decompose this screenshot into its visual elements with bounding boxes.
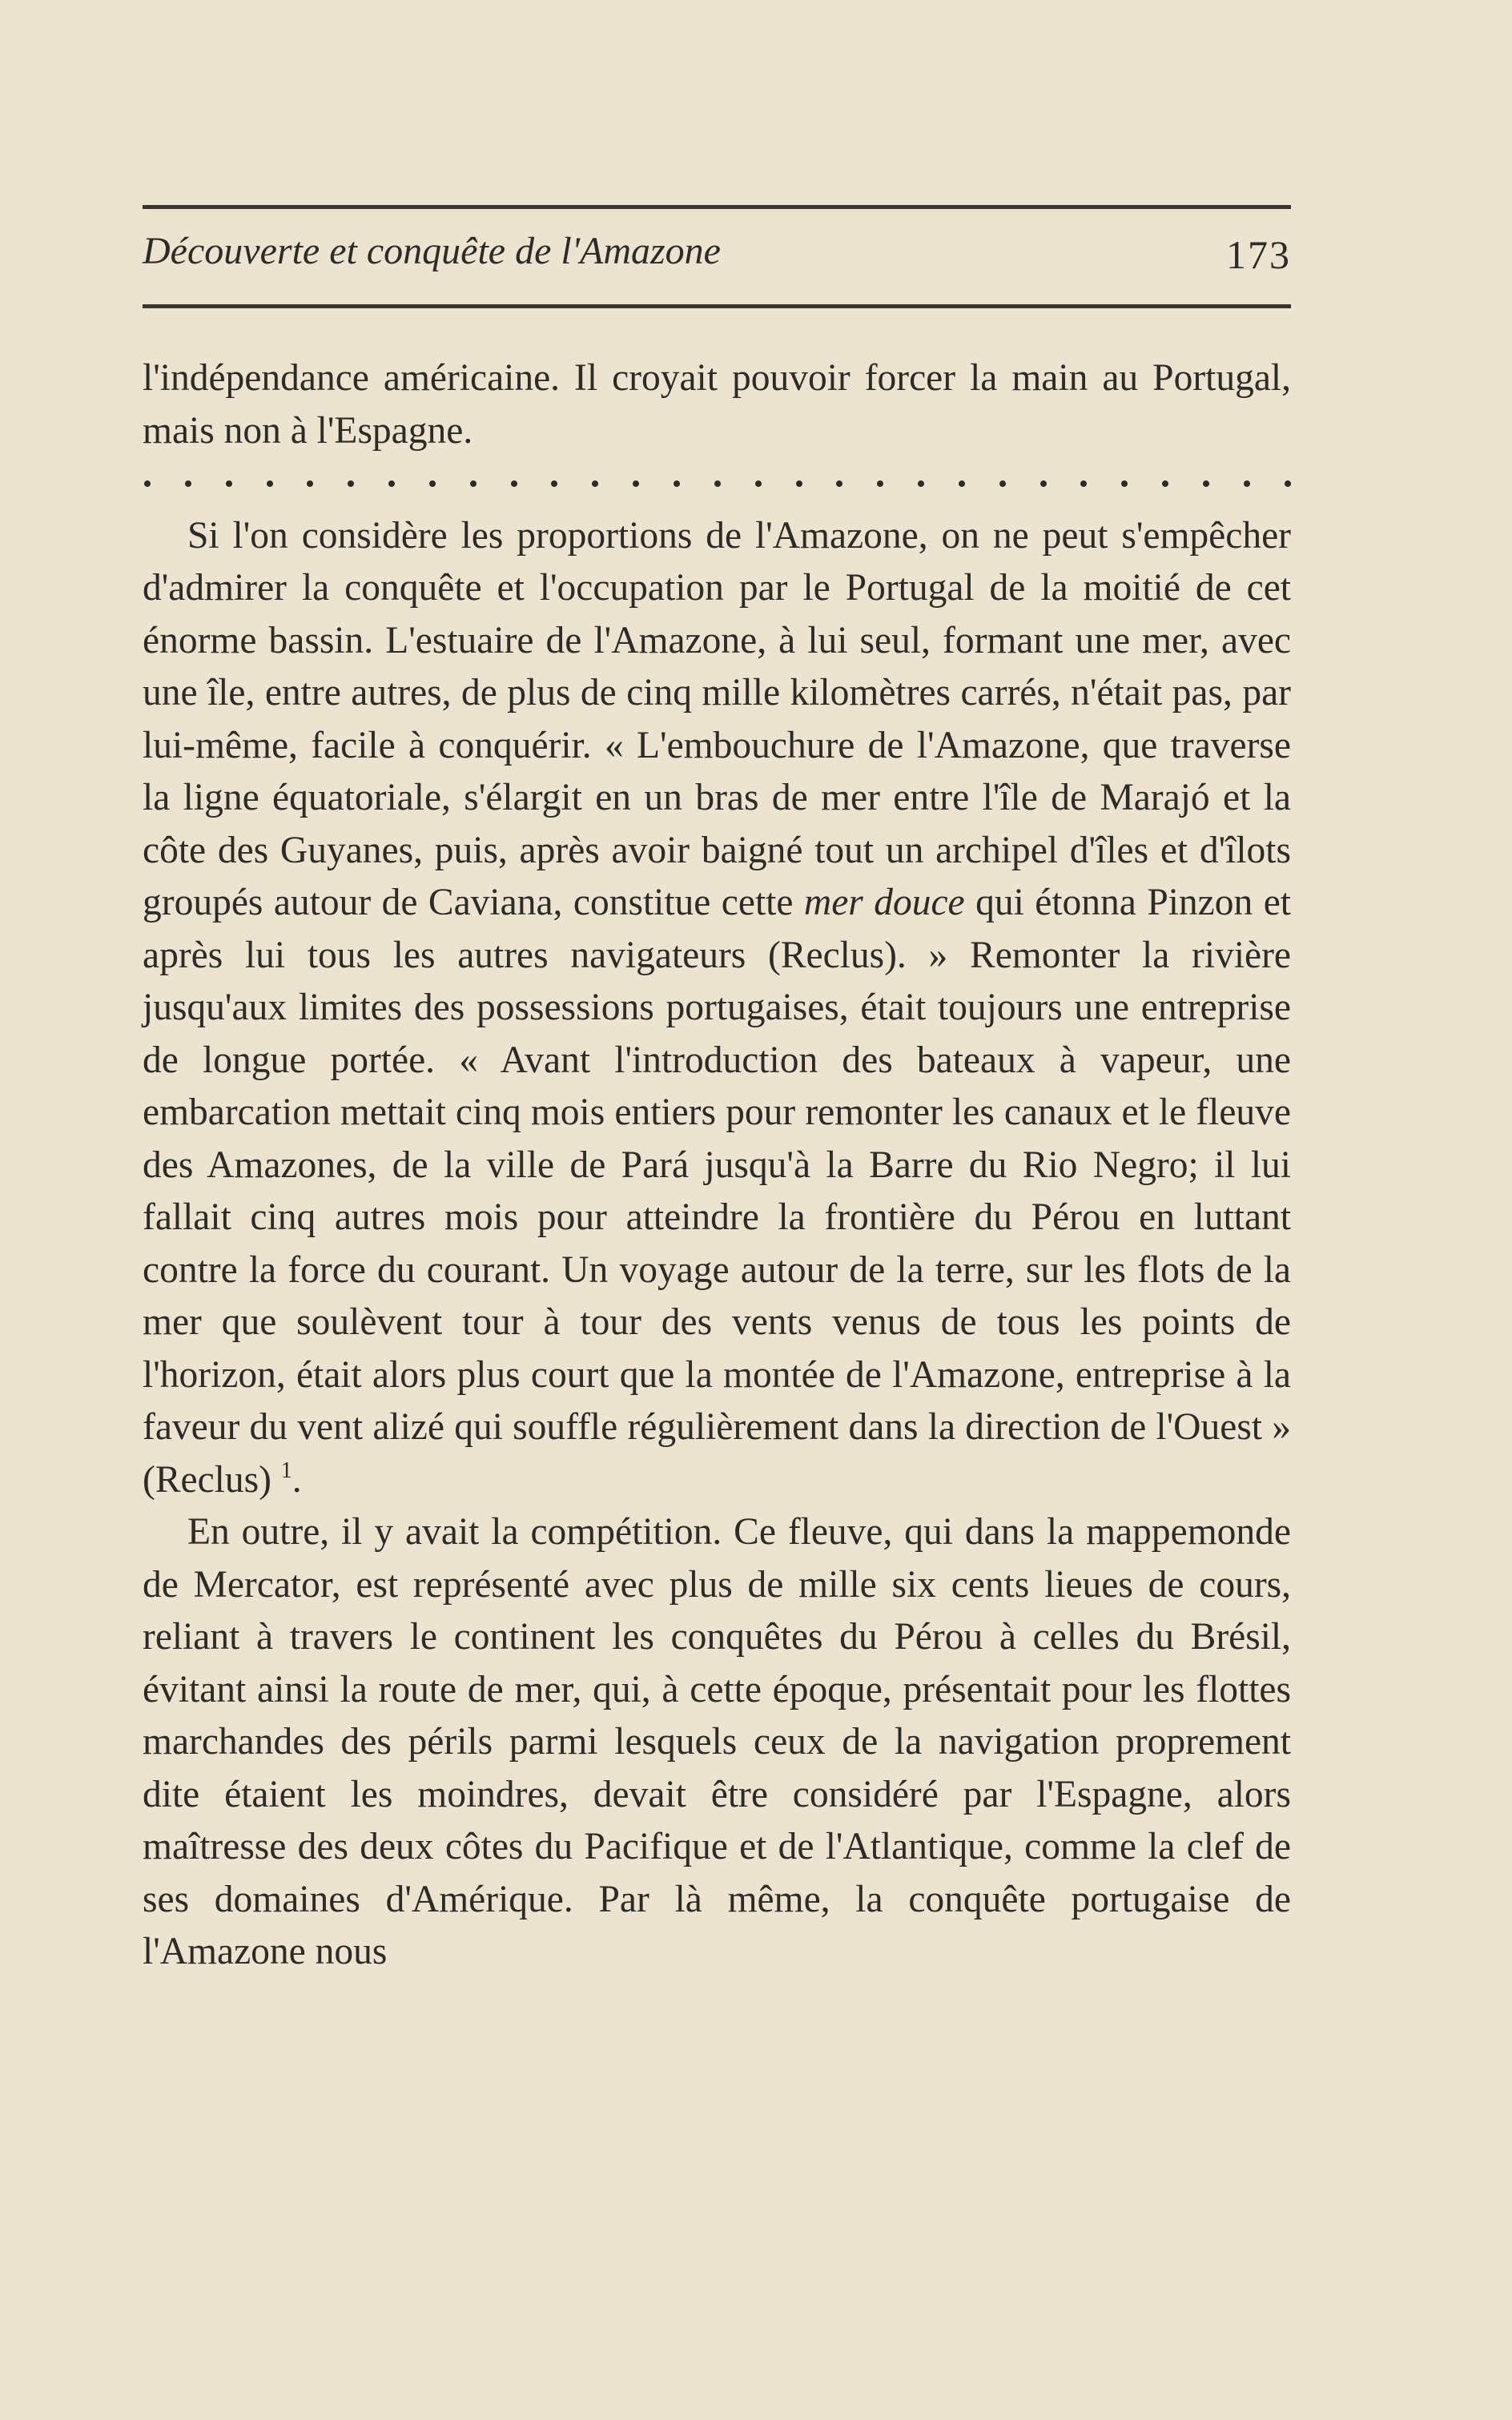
- book-page: [143, 0, 1291, 2420]
- paragraph-1: l'indépendance américaine. Il croyait pouvoir forcer la main au Portugal, mais non à l'Espagne.: [143, 357, 1291, 452]
- paragraph-2-italic: mer douce: [803, 882, 965, 923]
- page-number: 173: [1226, 232, 1291, 277]
- running-title: Découverte et conquête de l'Amazone: [143, 230, 721, 272]
- header-rule-bottom: [143, 304, 1291, 308]
- paragraph-2-text-a: Si l'on considère les proportions de l'Amazone, on ne peut s'empêcher d'admirer la conquête et l'occupation par le Portugal de la moitié de cet énorme bassin. L'estuaire de l'Amazone, à lui seul, formant une mer, avec une île, entre autres, de plus de cinq mille kilomètres carrés, n'était pas, par lui-même, facile à conquérir. « L'embouchure de l'Amazone, que traverse la ligne équatoriale, s'élargit en un bras de mer entre l'île de Marajó et la côte des Guyanes, puis, après avoir baigné tout un archipel d'îles et d'îlots groupés autour de Caviana, constitue cette: [143, 514, 1291, 923]
- running-head: [143, 221, 1291, 285]
- ellipsis-separator: [143, 457, 1291, 510]
- body-text: [143, 352, 1291, 1979]
- paragraph-2: [143, 510, 1291, 1507]
- paragraph-2-text-b: qui étonna Pinzon et après lui tous les autres navigateurs (Reclus). » Remonter la rivière jusqu'aux limites des possessions portugaises, était toujours une entreprise de longue portée. « Avant l'introduction des bateaux à vapeur, une embarcation mettait cinq mois entiers pour remonter les canaux et le fleuve des Amazones, de la ville de Pará jusqu'à la Barre du Rio Negro; il lui fallait cinq autres mois pour atteindre la frontière du Pérou en luttant contre la force du courant. Un voyage autour de la terre, sur les flots de la mer que soulèvent tour à tour des vents venus de tous les points de l'horizon, était alors plus court que la montée de l'Amazone, entreprise à la faveur du vent alizé qui souffle régulièrement dans la direction de l'Ouest » (Reclus): [143, 882, 1291, 1501]
- header-rule-top: [143, 205, 1291, 209]
- paragraph-2-text-end: .: [292, 1458, 302, 1501]
- footnote-reference: 1: [280, 1457, 292, 1483]
- paragraph-3: En outre, il y avait la compétition. Ce fleuve, qui dans la mappemonde de Mercator, est représenté avec plus de mille six cents lieues de cours, reliant à travers le continent les conquêtes du Pérou à celles du Brésil, évitant ainsi la route de mer, qui, à cette époque, présentait pour les flottes marchandes des périls parmi lesquels ceux de la navigation proprement dite étaient les moindres, devait être considéré par l'Espagne, alors maîtresse des deux côtes du Pacifique et de l'Atlantique, comme la clef de ses domaines d'Amérique. Par là même, la conquête portugaise de l'Amazone nous: [143, 1511, 1291, 1972]
